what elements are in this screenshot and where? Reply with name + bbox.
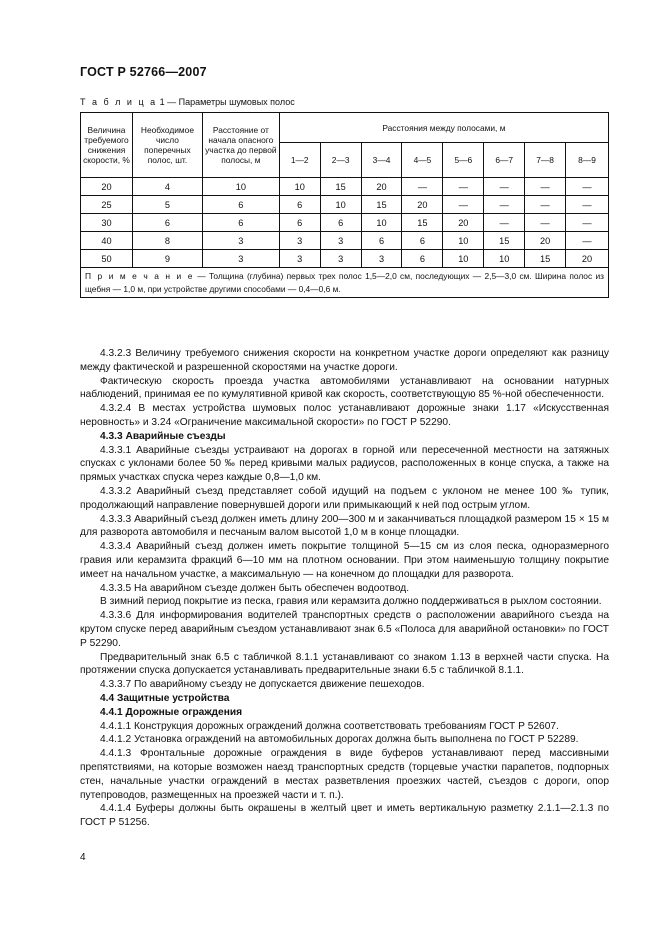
col-header-speed-reduction: Величина требуемого снижения скорости, %	[81, 113, 133, 178]
table-row	[81, 232, 609, 250]
table-note-text: — Толщина (глубина) первых трех полос 1,5—2,0 см, последующих — 2,5—3,0 см. Ширина полос из щебня — 1,0 м, при устройстве другими способами — 0,4—0,6 м.	[85, 271, 604, 294]
table-cell: 10	[361, 214, 402, 232]
paragraph: 4.3.3.4 Аварийный съезд должен иметь покрытие толщиной 5—15 см из слоя песка, одноразмерного гравия или керамзита фракций 6—10 мм на плотном основании. При этом наименьшую толщину покрытие имеет на начальном участке, а максимальную — на конечном до площадки для разворота.	[80, 541, 609, 580]
noise-strip-parameters-table	[80, 112, 609, 298]
table-cell: 3	[202, 250, 279, 268]
table-cell: 6	[202, 214, 279, 232]
table-cell: 4	[132, 178, 202, 196]
section-heading: 4.4 Защитные устройства	[100, 692, 230, 704]
table-cell: 15	[320, 178, 361, 196]
table-caption-label: Т а б л и ц а	[80, 97, 158, 107]
paragraph: 4.3.3.6 Для информирования водителей транспортных средств о расположении аварийного съезда на крутом спуске перед аварийным съездом устанавливают знак 6.5 «Полоса для аварийной остановки» по ГОСТ Р 52290.	[80, 610, 609, 649]
sub-header-cell: 7—8	[525, 143, 566, 178]
table-cell: 10	[443, 232, 484, 250]
table-cell: 20	[81, 178, 133, 196]
table-cell: 10	[484, 250, 525, 268]
col-header-strip-count: Необходимое число поперечных полос, шт.	[132, 113, 202, 178]
table-cell: 6	[320, 214, 361, 232]
table-cell: 6	[402, 250, 443, 268]
paragraph: 4.4.1.3 Фронтальные дорожные ограждения в виде буферов устанавливают перед массивными препятствиями, на которые возможен наезд транспортных средств (торцевые участки парапетов, подпорных стен, начальные участки ограждений в местах разветвления проезжих частей, съездов с дороги, опор путепроводов, размещенных на проезжей части и т. п.).	[80, 748, 609, 801]
table-cell: 20	[443, 214, 484, 232]
paragraph: Предварительный знак 6.5 с табличкой 8.1.1 устанавливают со знаком 1.13 в верхней части спуска. На протяжении спуска допускается устанавливать предварительные знаки 6.5 с табличкой 8.1.1.	[80, 651, 609, 677]
table-cell: 20	[361, 178, 402, 196]
table-cell: 6	[402, 232, 443, 250]
document-header: ГОСТ Р 52766—2007	[80, 65, 207, 79]
table-row	[81, 178, 609, 196]
table-cell: 3	[320, 232, 361, 250]
section-heading: 4.3.3 Аварийные съезды	[100, 430, 226, 442]
table-cell: 6	[202, 196, 279, 214]
paragraph: 4.3.3.7 По аварийному съезду не допускается движение пешеходов.	[100, 679, 425, 691]
sub-header-cell: 2—3	[320, 143, 361, 178]
table-cell: —	[566, 196, 609, 214]
table-cell: 10	[202, 178, 279, 196]
table-caption	[80, 97, 295, 107]
table-cell: —	[484, 196, 525, 214]
paragraph: 4.3.3.3 Аварийный съезд должен иметь длину 200—300 м и заканчиваться площадкой размером 15 × 15 м для разворота автомобиля и песчаным валом высотой 1,0 м в конце площадки.	[80, 513, 609, 539]
table-cell: 20	[525, 232, 566, 250]
table-cell: —	[402, 178, 443, 196]
table-cell: 5	[132, 196, 202, 214]
table-cell: —	[525, 178, 566, 196]
paragraph: 4.4.1.4 Буферы должны быть окрашены в желтый цвет и иметь вертикальную разметку 2.1.1—2.1.3 по ГОСТ Р 51256.	[80, 803, 609, 829]
table-cell: 6	[132, 214, 202, 232]
table-cell: 6	[279, 214, 320, 232]
table-cell: 15	[525, 250, 566, 268]
body-text	[80, 347, 609, 830]
page-number: 4	[80, 852, 86, 863]
table-cell: 3	[279, 232, 320, 250]
table-cell: —	[443, 196, 484, 214]
table-cell: 25	[81, 196, 133, 214]
table-cell: 3	[202, 232, 279, 250]
table-note-label: П р и м е ч а н и е	[85, 271, 194, 281]
sub-header-cell: 4—5	[402, 143, 443, 178]
sub-header-cell: 5—6	[443, 143, 484, 178]
paragraph: 4.4.1.2 Установка ограждений на автомобильных дорогах должна быть выполнена по ГОСТ Р 52289.	[100, 734, 579, 746]
table-caption-title: 1 — Параметры шумовых полос	[159, 97, 295, 107]
table-cell: 8	[132, 232, 202, 250]
sub-header-cell: 1—2	[279, 143, 320, 178]
table-cell: —	[484, 214, 525, 232]
table-cell: —	[443, 178, 484, 196]
table-cell: 15	[361, 196, 402, 214]
paragraph: 4.3.3.2 Аварийный съезд представляет собой идущий на подъем с уклоном не менее 100 ‰ тупик, продолжающий направление повернувшей дороги или примыкающий к ней под острым углом.	[80, 485, 609, 511]
table-cell: 20	[402, 196, 443, 214]
sub-header-cell: 8—9	[566, 143, 609, 178]
table-cell: 10	[320, 196, 361, 214]
table-cell: —	[525, 196, 566, 214]
paragraph: 4.3.2.3 Величину требуемого снижения скорости на конкретном участке дороги определяют как разницу между фактической и разрешенной скоростями на участке дороги.	[80, 348, 609, 373]
table-note	[81, 268, 609, 298]
paragraph: 4.3.3.1 Аварийные съезды устраивают на дорогах в горной или пересеченной местности на затяжных спусках с уклонами более 50 ‰ перед кривыми малых радиусов, расположенных в конце спуска, а также на прямых участках спуска через каждые 0,8—1,0 км.	[80, 444, 609, 484]
table-cell: —	[566, 232, 609, 250]
table-cell: 10	[443, 250, 484, 268]
table-cell: 3	[279, 250, 320, 268]
table-cell: 15	[402, 214, 443, 232]
table-cell: 9	[132, 250, 202, 268]
table-cell: 3	[361, 250, 402, 268]
table-row	[81, 214, 609, 232]
table-cell: —	[566, 178, 609, 196]
sub-header-cell: 3—4	[361, 143, 402, 178]
paragraph: Фактическую скорость проезда участка автомобилями устанавливают на основании натурных наблюдений, принимая ее по кумулятивной кривой как скорость, соответствующую 85 %-ной обеспеченности.	[80, 375, 609, 401]
table-row	[81, 250, 609, 268]
table-cell: —	[484, 178, 525, 196]
sub-header-cell: 6—7	[484, 143, 525, 178]
table-cell: 20	[566, 250, 609, 268]
table-cell: 6	[361, 232, 402, 250]
paragraph: 4.3.3.5 На аварийном съезде должен быть обеспечен водоотвод.	[100, 582, 410, 594]
table-cell: 10	[279, 178, 320, 196]
table-cell: 50	[81, 250, 133, 268]
table-cell: 15	[484, 232, 525, 250]
table-cell: —	[566, 214, 609, 232]
table-body	[81, 178, 609, 268]
table-cell: 30	[81, 214, 133, 232]
paragraph: 4.4.1.1 Конструкция дорожных ограждений должна соответствовать требованиям ГОСТ Р 52607.	[100, 720, 559, 732]
table-cell: 3	[320, 250, 361, 268]
section-heading: 4.4.1 Дорожные ограждения	[100, 706, 243, 718]
col-header-between-strips: Расстояния между полосами, м	[279, 113, 608, 143]
table-row	[81, 196, 609, 214]
paragraph: В зимний период покрытие из песка, гравия или керамзита должно поддерживаться в рыхлом состоянии.	[100, 596, 602, 608]
table-cell: —	[525, 214, 566, 232]
paragraph: 4.3.2.4 В местах устройства шумовых полос устанавливают дорожные знаки 1.17 «Искусственная неровность» и 3.24 «Ограничение максимальной скорости» по ГОСТ Р 52290.	[80, 403, 609, 428]
table-cell: 6	[279, 196, 320, 214]
col-header-first-strip-distance: Расстояние от начала опасного участка до первой полосы, м	[202, 113, 279, 178]
table-cell: 40	[81, 232, 133, 250]
